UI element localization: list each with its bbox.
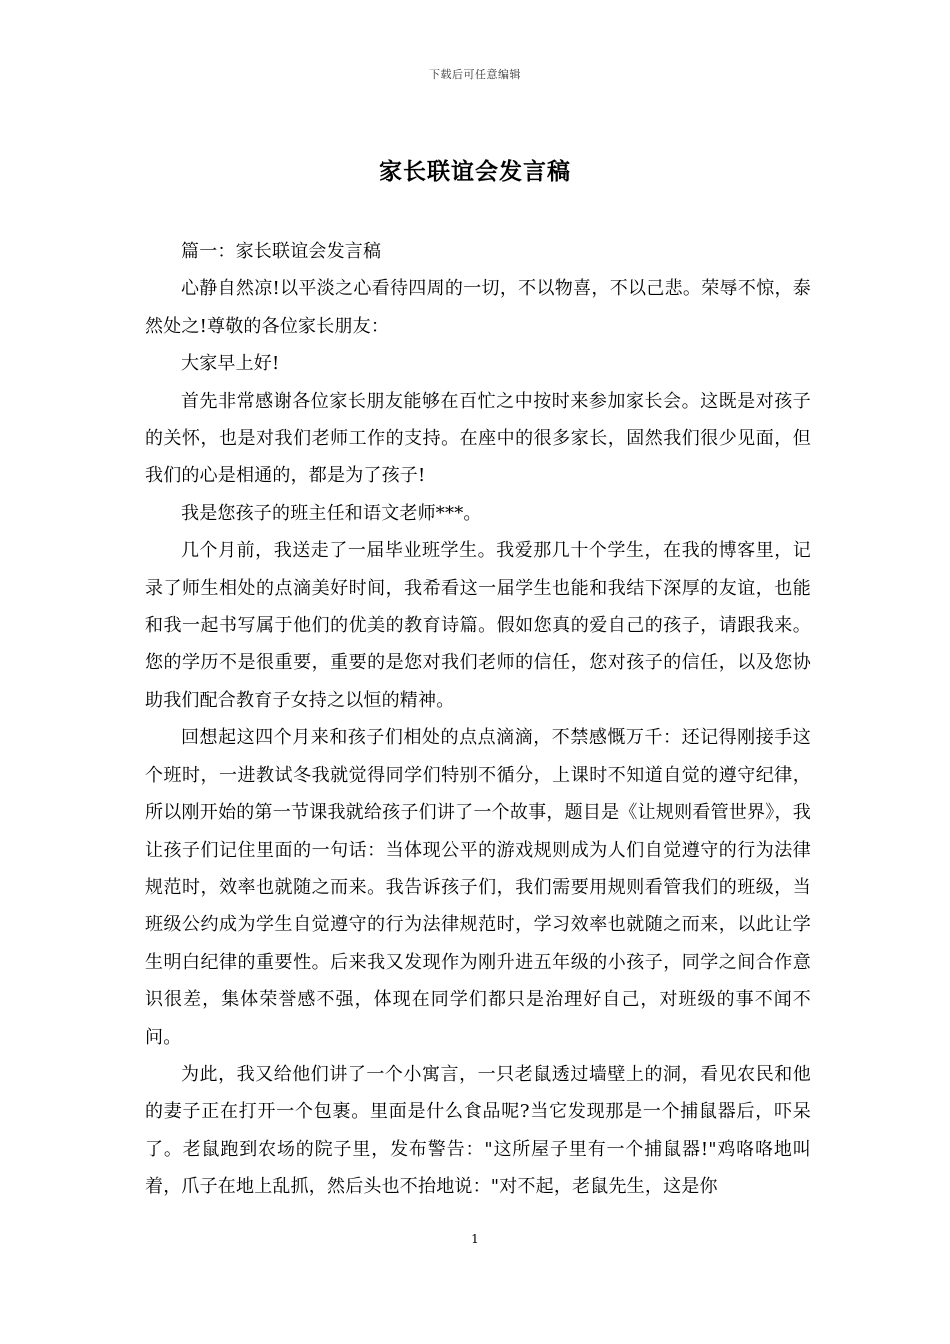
paragraph-fable: 为此，我又给他们讲了一个小寓言，一只老鼠透过墙壁上的洞，看见农民和他的妻子正在打开一个包裹。里面是什么食品呢?当它发现那是一个捕鼠器后，吓呆了。老鼠跑到农场的院子里，发布警告："这所屋子里有一个捕鼠器!"鸡咯咯地叫着，爪子在地上乱抓，然后头也不抬地说："对不起，老鼠先生，这是你	[145, 1063, 811, 1198]
header-note: 下载后可任意编辑	[429, 68, 521, 81]
paragraph-recollection: 回想起这四个月来和孩子们相处的点点滴滴，不禁感慨万千：还记得刚接手这个班时，一进教试冬我就觉得同学们特别不循分，上课时不知道自觉的遵守纪律，所以刚开始的第一节课我就给孩子们讲了一个故事，题目是《让规则看管世界》，我让孩子们记住里面的一句话：当体现公平的游戏规则成为人们自觉遵守的行为法律规范时，效率也就随之而来。我告诉孩子们，我们需要用规则看管我们的班级，当班级公约成为学生自觉遵守的行为法律规范时，学习效率也就随之而来，以此让学生明白纪律的重要性。后来我又发现作为刚升进五年级的小孩子，同学之间合作意识很差，集体荣誉感不强，体现在同学们都只是治理好自己，对班级的事不闻不问。	[145, 727, 811, 1048]
document-body	[145, 233, 811, 1206]
paragraph-introduction: 我是您孩子的班主任和语文老师***。	[181, 502, 482, 524]
paragraph-past-class: 几个月前，我送走了一届毕业班学生。我爱那几十个学生，在我的博客里，记录了师生相处的点滴美好时间，我希看这一届学生也能和我结下深厚的友谊，也能和我一起书写属于他们的优美的教育诗篇。假如您真的爱自己的孩子，请跟我来。您的学历不是很重要，重要的是您对我们老师的信任，您对孩子的信任，以及您协助我们配合教育子女持之以恒的精神。	[145, 540, 811, 711]
paragraph-greeting: 大家早上好!	[181, 353, 280, 375]
document-title: 家长联谊会发言稿	[379, 158, 571, 185]
paragraph-opening: 心静自然凉!以平淡之心看待四周的一切，不以物喜，不以己悲。荣辱不惊，泰然处之!尊敬的各位家长朋友：	[145, 278, 811, 337]
section-heading: 篇一：家长联谊会发言稿	[181, 241, 382, 262]
paragraph-thanks: 首先非常感谢各位家长朋友能够在百忙之中按时来参加家长会。这既是对孩子的关怀，也是对我们老师工作的支持。在座中的很多家长，固然我们很少见面，但我们的心是相通的，都是为了孩子!	[145, 390, 811, 487]
page-number: 1	[471, 1232, 479, 1246]
